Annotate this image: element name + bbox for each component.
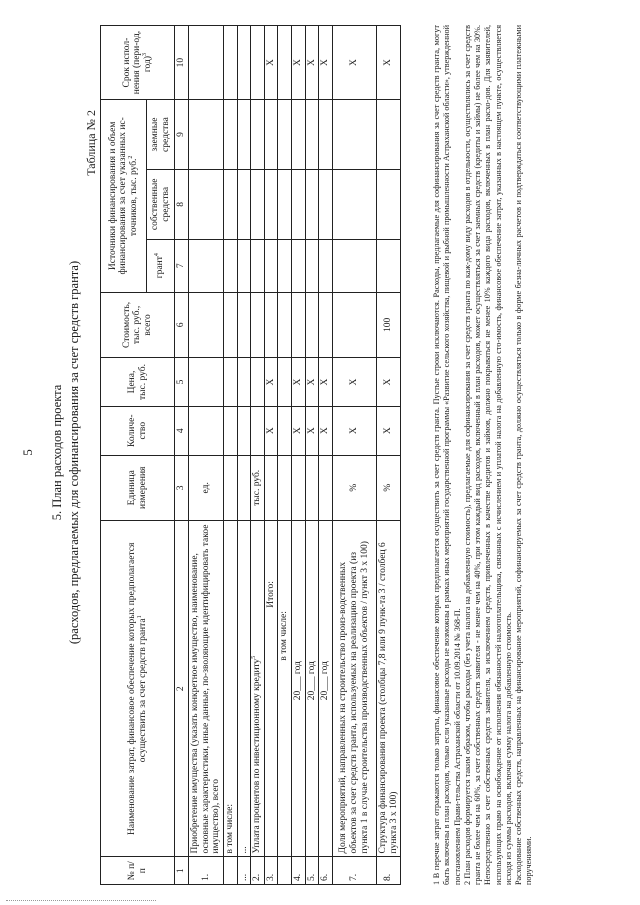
cell-own — [237, 169, 251, 239]
cell-name: Итого: — [264, 521, 278, 857]
cell-loan — [223, 100, 237, 170]
cell-cost — [305, 292, 319, 358]
cell-loan — [376, 100, 400, 170]
cell-cost — [319, 292, 333, 358]
colnum: 1 — [175, 857, 189, 885]
cell-term — [278, 26, 292, 100]
cell-cost — [237, 292, 251, 358]
cell-grant — [264, 239, 278, 292]
cell-price: X — [264, 358, 278, 407]
table-row — [189, 26, 224, 885]
cell-unit — [292, 455, 306, 521]
cell-qty — [189, 406, 224, 455]
cell-grant — [237, 239, 251, 292]
cell-price: X — [292, 358, 306, 407]
table-header — [101, 26, 189, 885]
cell-term: X — [332, 26, 376, 100]
cell-unit — [305, 455, 319, 521]
cell-name: Структура финансирования проекта (столбцы 7,8 или 9 пунк-та 3 / столбец 6 пункта 3 х 100) — [376, 521, 400, 857]
colnum: 5 — [175, 358, 189, 407]
colnum: 4 — [175, 406, 189, 455]
cell-unit — [319, 455, 333, 521]
header-name: Наименование затрат, финансовое обеспечение которых предполагается осуществить за счет средств гранта$^1$ — [101, 521, 175, 857]
cell-cost — [332, 292, 376, 358]
cell-n: 6. — [319, 857, 333, 885]
cell-own — [305, 169, 319, 239]
cell-own — [278, 169, 292, 239]
cell-own — [319, 169, 333, 239]
header-grant: грант$^4$ — [147, 239, 175, 292]
cell-own — [251, 169, 265, 239]
table-row — [278, 26, 292, 885]
cell-price — [278, 358, 292, 407]
cell-loan — [292, 100, 306, 170]
table-row — [332, 26, 376, 885]
cell-loan — [251, 100, 265, 170]
table-row — [305, 26, 319, 885]
cell-loan — [278, 100, 292, 170]
cell-term — [223, 26, 237, 100]
cell-n: 4. — [292, 857, 306, 885]
cell-n: ... — [237, 857, 251, 885]
cell-loan — [305, 100, 319, 170]
cell-price: X — [332, 358, 376, 407]
cell-n — [223, 857, 237, 885]
cell-own — [189, 169, 224, 239]
cell-price: X — [376, 358, 400, 407]
cell-n: 8. — [376, 857, 400, 885]
cell-term: X — [305, 26, 319, 100]
table-row — [264, 26, 278, 885]
cell-name: в том числе: — [278, 521, 292, 857]
scan-edge-line — [6, 900, 156, 901]
cell-own — [376, 169, 400, 239]
cell-unit — [264, 455, 278, 521]
cell-n — [278, 857, 292, 885]
cell-n: 2. — [251, 857, 265, 885]
cell-grant — [278, 239, 292, 292]
cell-term: X — [376, 26, 400, 100]
cell-unit — [223, 455, 237, 521]
cell-loan — [189, 100, 224, 170]
table-row — [319, 26, 333, 885]
cell-price: X — [319, 358, 333, 407]
cell-qty: X — [319, 406, 333, 455]
cell-name: 20___ год — [305, 521, 319, 857]
cell-price: X — [305, 358, 319, 407]
table-caption: Таблица № 2 — [84, 110, 98, 176]
cell-qty — [223, 406, 237, 455]
cell-own — [292, 169, 306, 239]
colnum: 8 — [175, 169, 189, 239]
cell-qty — [278, 406, 292, 455]
cell-own — [264, 169, 278, 239]
table-row — [237, 26, 251, 885]
cell-own — [332, 169, 376, 239]
cell-n: 5. — [305, 857, 319, 885]
cell-grant — [223, 239, 237, 292]
header-unit: Единица измерения — [101, 455, 175, 521]
header-own: собственные средства — [147, 169, 175, 239]
cell-term — [237, 26, 251, 100]
cell-unit: % — [332, 455, 376, 521]
cell-term: X — [319, 26, 333, 100]
cell-cost — [264, 292, 278, 358]
header-num: № п/п — [101, 857, 175, 885]
colnum: 3 — [175, 455, 189, 521]
table-row — [292, 26, 306, 885]
cell-price — [251, 358, 265, 407]
colnum: 10 — [175, 26, 189, 100]
cell-n: 1. — [189, 857, 224, 885]
cell-qty: X — [292, 406, 306, 455]
table-row — [223, 26, 237, 885]
cell-term — [251, 26, 265, 100]
colnum: 9 — [175, 100, 189, 170]
table-body — [189, 26, 401, 885]
cell-qty: X — [332, 406, 376, 455]
cell-term: X — [264, 26, 278, 100]
section-title: 5. План расходов проекта — [50, 384, 64, 521]
cell-unit — [237, 455, 251, 521]
header-term: Срок испол-нения (пери-од, год)$^3$ — [101, 26, 175, 100]
cell-term: X — [292, 26, 306, 100]
cell-unit: ед. — [189, 455, 224, 521]
cell-qty — [237, 406, 251, 455]
cell-name: Приобретение имущества (указать конкретное имущество, наименование, основные характеристики, иные данные, по-зволяющие идентифицировать такое имущество), всего — [189, 521, 224, 857]
cell-own — [223, 169, 237, 239]
header-qty: Количе-ство — [101, 406, 175, 455]
cell-unit: % — [376, 455, 400, 521]
cell-cost — [251, 292, 265, 358]
cell-name: в том числе: — [223, 521, 237, 857]
cell-qty: X — [305, 406, 319, 455]
header-cost: Стоимость, тыс. руб., всего — [101, 292, 175, 358]
cell-cost: 100 — [376, 292, 400, 358]
footnotes — [432, 25, 535, 885]
cell-price — [237, 358, 251, 407]
cell-name: 20___ год — [292, 521, 306, 857]
cell-n: 3. — [264, 857, 278, 885]
colnum: 7 — [175, 239, 189, 292]
footnote-2: 2 План расходов формируется таким образом, чтобы расходы (без учета налога на добавленную стоимость), предлагаемые для софинансирования за счет средств гранта по каж-дому виду расходов в отдельности, осуществлялись за счет средств гранта не более чем на 60%, за счет собственных средств заявителя - не менее чем на 40%, при этом каждый вид расходов, включенный в план расходов, может осуществляться за счет заемных средств (кредиты и займы) не более чем на 30%. Непосредственно за счет собственных средств заявителя, за исключением средств, привлеченных в качестве кредитов и займов, должно покрываться не менее 10% каждого вида расходов, включенных в план расхо-дов. Для заявителей, использующих право на освобождение от исполнения обязанностей налогоплательщика, связанных с исчислением и уплатой налога на добавленную сто-имость, финансовое обеспечение затрат, указанных в настоящем пункте, осуществляется исходя из суммы расходов, включая сумму налога на добавленную стоимость. — [462, 25, 513, 885]
cell-cost — [189, 292, 224, 358]
header-sources: Источники финансирования и объем финансирования за счет указанных ис-точников, тыс. руб.$^2$ — [101, 100, 147, 293]
cell-grant — [376, 239, 400, 292]
cell-name: Уплата процентов по инвестиционному кредиту$^5$ — [251, 521, 265, 857]
cell-grant — [319, 239, 333, 292]
cell-grant — [251, 239, 265, 292]
header-price: Цена, тыс. руб. — [101, 358, 175, 407]
cell-cost — [292, 292, 306, 358]
cell-unit — [278, 455, 292, 521]
colnum: 2 — [175, 521, 189, 857]
cell-loan — [264, 100, 278, 170]
cell-n: 7. — [332, 857, 376, 885]
cell-qty: X — [264, 406, 278, 455]
header-loan: заемные средства — [147, 100, 175, 170]
cell-loan — [332, 100, 376, 170]
cell-grant — [189, 239, 224, 292]
cell-price — [189, 358, 224, 407]
colnum: 6 — [175, 292, 189, 358]
cell-price — [223, 358, 237, 407]
table-row — [376, 26, 400, 885]
cell-qty — [251, 406, 265, 455]
cell-cost — [223, 292, 237, 358]
table-row — [251, 26, 265, 885]
cell-loan — [319, 100, 333, 170]
cell-qty: X — [376, 406, 400, 455]
cell-term — [189, 26, 224, 100]
cell-cost — [278, 292, 292, 358]
cell-name: Доля мероприятий, направленных на строительство произ-водственных объектов за счет средств гранта, используемых на реализацию проекта (из пункта 1 в случае строительства производственных объектов / пункт 3 х 100) — [332, 521, 376, 857]
cell-grant — [332, 239, 376, 292]
cell-unit: тыс. руб. — [251, 455, 265, 521]
section-subtitle: (расходов, предлагаемых для софинансирования за счет средств гранта) — [67, 260, 81, 645]
cell-loan — [237, 100, 251, 170]
page-number: 5 — [20, 449, 35, 456]
cell-name: ... — [237, 521, 251, 857]
footnote-3: Расходование собственных средств, направленных на финансирование мероприятий, софинансируемых за счет средств гранта, должно осуществляться только в форме безна-личных расчетов и подтверждаться соответствующими платежными поручениями. — [514, 25, 534, 885]
footnote-ref: 5 — [250, 655, 257, 659]
expense-plan-table — [100, 25, 401, 885]
cell-name: 20___ год — [319, 521, 333, 857]
footnote-1: 1 В перечне затрат отражаются только затраты, финансовое обеспечение которых предполагается осуществить за счет средств гранта. Пустые строки исключаются. Расходы, предлагаемые для софинансирования за счет средств гранта, могут быть включены в план расходов, только если указанные расходы не возможны в рамках иных мероприятий государственной программы «Развитие сельского хозяйства, пищевой и рыбной промышленности Астраханской области», утвержденной постановлением Прави-тельства Астраханской области от 10.09.2014 № 368-П. — [432, 25, 462, 885]
cell-grant — [292, 239, 306, 292]
cell-grant — [305, 239, 319, 292]
